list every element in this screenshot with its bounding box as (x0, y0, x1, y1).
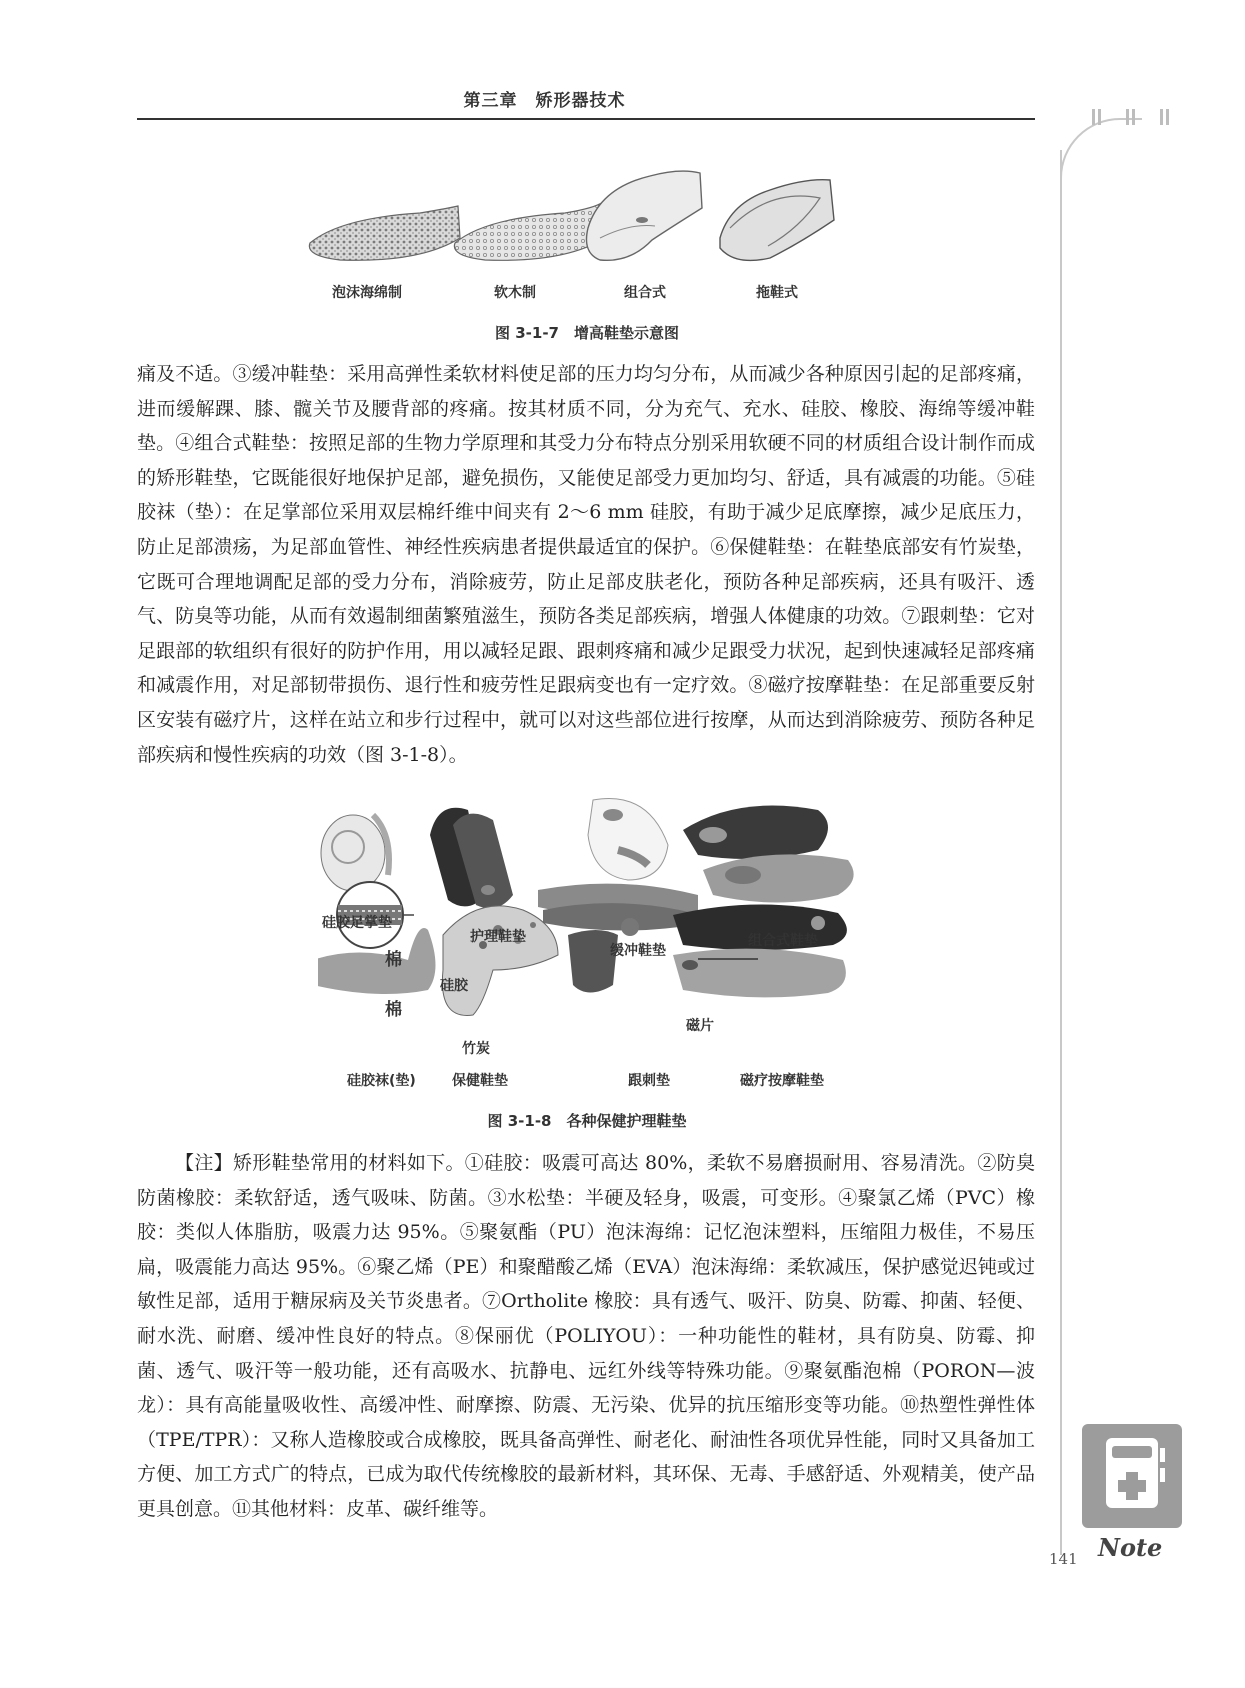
cushion-insole-photo (538, 798, 698, 930)
fig2-label-combined: 组合式鞋垫 (748, 933, 818, 949)
fig2-label-magnetic: 磁疗按摩鞋垫 (740, 1073, 824, 1089)
fig2-label-bamboo: 竹炭 (462, 1041, 490, 1057)
fig2-label-cushion: 缓冲鞋垫 (610, 943, 666, 959)
magnetic-massage-insole-photo (673, 904, 847, 997)
header-rule (137, 118, 1035, 120)
body-paragraph-2: 【注】矫形鞋垫常用的材料如下。①硅胶：吸震可高达 80%，柔软不易磨损耐用、容易清洗。②防臭防菌橡胶：柔软舒适，透气吸味、防菌。③水松垫：半硬及轻身，吸震，可变形。④聚氯乙烯（PVC）橡胶：类似人体脂肪，吸震力达 95%。⑤聚氨酯（PU）泡沫海绵：记忆泡沫塑料，压缩阻力极佳，不易压扁，吸震能力高达 95%。⑥聚乙烯（PE）和聚醋酸乙烯（EVA）泡沫海绵：柔软减压，保护感觉迟钝或过敏性足部，适用于糖尿病及关节炎患者。⑦Ortholite 橡胶：具有透气、吸汗、防臭、防霉、抑菌、轻便、耐水洗、耐磨、缓冲性良好的特点。⑧保丽优（POLIYOU）：一种功能性的鞋材，具有防臭、防霉、抑菌、透气、吸汗等一般功能，还有高吸水、抗静电、远红外线等特殊功能。⑨聚氨酯泡棉（PORON—波龙）：具有高能量吸收性、高缓冲性、耐摩擦、防震、无污染、优异的抗压缩形变等功能。⑩热塑性弹性体（TPE/TPR）：又称人造橡胶或合成橡胶，既具备高弹性、耐老化、耐油性各项优异性能，同时又具备加工方便、加工方式广的特点，已成为取代传统橡胶的最新材料，其环保、无毒、手感舒适、外观精美，使产品更具创意。⑪其他材料：皮革、碳纤维等。 (137, 1152, 1035, 1520)
fig2-label-cotton-bottom: 棉 (385, 1000, 402, 1020)
fig2-label-silicone-sock: 硅胶袜(垫) (347, 1073, 416, 1089)
silicone-sock-photo (318, 882, 436, 994)
fig2-label-care: 护理鞋垫 (470, 929, 526, 945)
running-header (0, 86, 1245, 111)
foam-insole-drawing (309, 206, 460, 260)
health-insole-photo (442, 906, 558, 1016)
cork-insole-drawing (454, 202, 605, 260)
margin-line (1060, 150, 1062, 1555)
care-insole-photo (430, 808, 513, 909)
figure-3-1-7-caption: 图 3-1-7 增高鞋垫示意图 (495, 324, 679, 342)
figure-3-1-8-caption: 图 3-1-8 各种保健护理鞋垫 (487, 1112, 687, 1130)
medical-kit-icon (1082, 1424, 1182, 1528)
fig1-label-cork: 软木制 (494, 285, 536, 301)
figure-3-1-7-illustration (300, 168, 880, 280)
fig1-label-combined: 组合式 (624, 285, 666, 301)
silicone-forefoot-pad-photo (321, 815, 389, 891)
note-sidebar-box (1082, 1424, 1182, 1528)
fig2-label-silicone-forefoot: 硅胶足掌垫 (322, 915, 392, 931)
fig1-label-slipper: 拖鞋式 (756, 285, 798, 301)
figure-3-1-8-illustration (318, 795, 863, 1060)
body-paragraph-1: 痛及不适。③缓冲鞋垫：采用高弹性柔软材料使足部的压力均匀分布，从而减少各种原因引起的足部疼痛，进而缓解踝、膝、髋关节及腰背部的疼痛。按其材质不同，分为充气、充水、硅胶、橡胶、海绵等缓冲鞋垫。④组合式鞋垫：按照足部的生物力学原理和其受力分布特点分别采用软硬不同的材质组合设计制作而成的矫形鞋垫，它既能很好地保护足部，避免损伤，又能使足部受力更加均匀、舒适，具有减震的功能。⑤硅胶袜（垫）：在足掌部位采用双层棉纤维中间夹有 2～6 mm 硅胶，有助于减少足底摩擦，减少足底压力，防止足部溃疡，为足部血管性、神经性疾病患者提供最适宜的保护。⑥保健鞋垫：在鞋垫底部安有竹炭垫，它既可合理地调配足部的受力分布，消除疲劳，防止足部皮肤老化，预防各种足部疾病，还具有吸汗、透气、防臭等功能，从而有效遏制细菌繁殖滋生，预防各类足部疾病，增强人体健康的功效。⑦跟刺垫：它对足跟部的软组织有很好的防护作用，用以减轻足跟、跟刺疼痛和减少足跟受力状况，起到快速减轻足部疼痛和减震作用，对足部韧带损伤、退行性和疲劳性足跟病变也有一定疗效。⑧磁疗按摩鞋垫：在足部重要反射区安装有磁疗片，这样在站立和步行过程中，就可以对这些部位进行按摩，从而达到消除疲劳、预防各种足部疾病和慢性疾病的功效（图 3-1-8）。 (137, 363, 1035, 766)
fig2-label-heel: 跟刺垫 (628, 1073, 670, 1089)
margin-curve (1060, 118, 1142, 190)
fig2-label-cotton-top: 棉 (385, 950, 402, 970)
slipper-insole-drawing (720, 180, 834, 261)
note-label: Note (1098, 1533, 1163, 1562)
fig1-label-foam: 泡沫海绵制 (332, 285, 402, 301)
fig2-label-silicone: 硅胶 (440, 978, 468, 994)
combined-insole-photo (683, 806, 854, 903)
page-number: 141 (1049, 1550, 1078, 1568)
fig2-label-health: 保健鞋垫 (452, 1073, 508, 1089)
chapter-title: 第三章 矫形器技术 (463, 91, 626, 111)
combined-insole-drawing (587, 171, 703, 260)
fig2-label-magnet: 磁片 (686, 1018, 714, 1034)
